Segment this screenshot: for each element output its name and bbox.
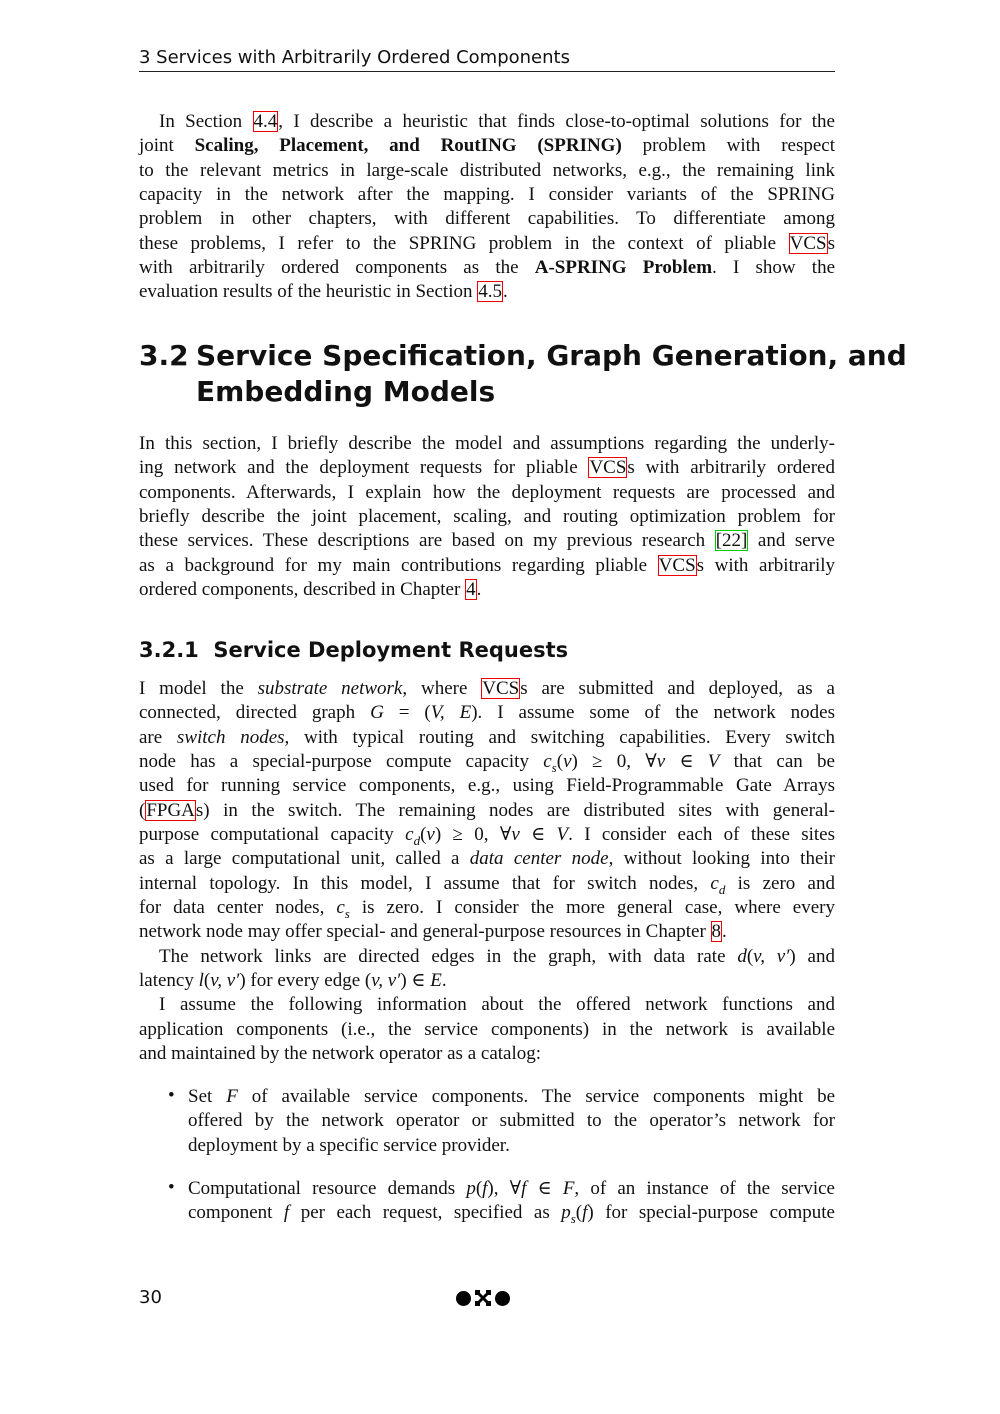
- text-line: [139, 847, 835, 871]
- intro-paragraph: [139, 110, 835, 305]
- text-span: (: [420, 824, 427, 846]
- text-span: (: [556, 751, 564, 773]
- text-line: [139, 159, 835, 183]
- math-symbol: V, E: [430, 702, 472, 724]
- math-symbol: v: [426, 824, 435, 846]
- text-span: .: [722, 921, 727, 943]
- text-span: = (: [383, 702, 431, 724]
- text-line: [139, 280, 835, 304]
- text-span: and serve: [748, 530, 835, 552]
- text-span: ). I assume some of the network nodes: [471, 702, 835, 724]
- math-symbol: v, v′: [371, 970, 401, 992]
- text-span: , with typical routing and switching capabilities. Every switch: [284, 726, 835, 748]
- text-span: to the relevant metrics in large-scale distributed networks, e.g., the remaining link: [139, 159, 835, 181]
- math-symbol: v: [563, 751, 572, 773]
- text-line: [139, 554, 835, 578]
- text-span: s) in the switch. The remaining nodes are distributed sites with general-: [195, 799, 835, 821]
- text-span: The network links are directed edges in the graph, with data rate: [159, 945, 738, 967]
- text-span: . I show the: [712, 257, 835, 279]
- text-line: [139, 183, 835, 207]
- text-span: network node may offer special- and general-purpose resources in Chapter: [139, 921, 711, 943]
- text-span: Set: [188, 1086, 227, 1107]
- text-span: joint: [139, 135, 195, 157]
- text-span: briefly describe the joint placement, scaling, and routing optimization problem for: [139, 506, 835, 528]
- text-span: deployment by a specific service provider.: [188, 1134, 510, 1156]
- math-symbol: F: [226, 1086, 238, 1107]
- text-line: [139, 207, 835, 231]
- text-line: [139, 456, 835, 480]
- bullet-icon: •: [168, 1177, 175, 1198]
- text-span: application components (i.e., the service components) in the network is available: [139, 1018, 835, 1040]
- text-span: problem in other chapters, with different capabilities. To differentiate among: [139, 208, 835, 230]
- text-line: [139, 945, 835, 969]
- section-intro-paragraph: [139, 432, 835, 602]
- text-line: [139, 578, 835, 602]
- bullet-icon: •: [168, 1085, 175, 1106]
- math-symbol: f: [582, 1202, 588, 1224]
- text-span: ∈: [665, 751, 708, 773]
- text-line: [139, 529, 835, 553]
- text-span: In Section: [159, 111, 253, 132]
- text-line: [188, 1085, 835, 1109]
- text-span: these problems, I refer to the SPRING problem in the context of pliable: [139, 232, 789, 254]
- text-span: ordered components, described in Chapter: [139, 579, 466, 601]
- text-line: [188, 1109, 835, 1133]
- math-subscript: s: [344, 905, 350, 921]
- bold-term: Scaling, Placement, and RoutING (SPRING): [194, 135, 622, 157]
- text-span: s are submitted and deployed, as a: [520, 678, 835, 699]
- math-symbol: E: [430, 970, 442, 992]
- text-span: evaluation results of the heuristic in Section: [139, 281, 478, 303]
- text-span: purpose computational capacity: [139, 824, 406, 846]
- text-span: , I describe a heuristic that finds close-to-optimal solutions for the: [278, 111, 835, 132]
- cross-reference-link[interactable]: 4.5: [478, 281, 502, 303]
- text-line: [139, 432, 835, 456]
- subsection-title: Service Deployment Requests: [213, 638, 569, 662]
- text-span: is zero and: [725, 872, 835, 894]
- text-line: [139, 993, 835, 1017]
- cross-reference-link[interactable]: VCS: [589, 457, 627, 479]
- text-span: as a large computational unit, called a: [139, 848, 470, 870]
- text-span: ∈: [519, 824, 557, 846]
- math-subscript: s: [551, 759, 557, 775]
- math-symbol: l: [198, 970, 204, 992]
- text-span: In this section, I briefly describe the model and assumptions regarding the underly-: [139, 433, 835, 454]
- text-line: [139, 774, 835, 798]
- text-span: (: [203, 970, 211, 992]
- math-symbol: f: [521, 1178, 527, 1199]
- cross-reference-link[interactable]: FPGA: [146, 799, 195, 821]
- text-span: .: [502, 281, 508, 303]
- math-symbol: V: [556, 824, 569, 846]
- text-span: (: [575, 1202, 583, 1224]
- text-line: [139, 969, 835, 993]
- math-subscript: d: [718, 881, 726, 897]
- text-span: offered by the network operator or submitted to the operator’s network for: [188, 1110, 835, 1132]
- text-span: . I consider each of these sites: [568, 824, 835, 846]
- text-span: node has a special-purpose compute capacity: [139, 751, 544, 773]
- text-line: [139, 1042, 835, 1066]
- text-span: with arbitrarily ordered components as the: [139, 257, 535, 279]
- text-line: [139, 256, 835, 280]
- math-symbol: c: [405, 824, 414, 846]
- cross-reference-link[interactable]: 4: [466, 579, 476, 601]
- math-symbol: c: [543, 751, 552, 773]
- text-span: and maintained by the network operator as a catalog:: [139, 1043, 542, 1065]
- text-span: s with arbitrarily: [696, 554, 836, 576]
- text-span: ) and: [789, 945, 835, 967]
- text-line: [139, 481, 835, 505]
- text-line: [139, 872, 835, 896]
- section-title-line1: Service Specification, Graph Generation, and: [196, 339, 907, 372]
- text-line: [139, 823, 835, 847]
- text-span: used for running service components, e.g., using Field-Programmable Gate Arrays: [139, 775, 835, 797]
- cross-reference-link[interactable]: 4.4: [253, 111, 278, 132]
- section-heading: [139, 338, 907, 410]
- running-header: 3 Services with Arbitrarily Ordered Components: [139, 47, 835, 72]
- subsection-number: 3.2.1: [139, 638, 199, 662]
- text-span: , where: [402, 678, 482, 699]
- text-line: [188, 1134, 835, 1158]
- text-span: these services. These descriptions are based on my previous research: [139, 530, 715, 552]
- math-symbol: d: [737, 945, 747, 967]
- math-symbol: G: [370, 702, 384, 724]
- cross-reference-link[interactable]: VCS: [658, 554, 696, 576]
- text-span: latency: [139, 970, 199, 992]
- text-span: as a background for my main contributions regarding pliable: [139, 554, 658, 576]
- text-span: of available service components. The service components might be: [237, 1086, 835, 1107]
- text-span: (: [475, 1178, 483, 1199]
- text-span: that can be: [719, 751, 835, 773]
- text-line: [139, 920, 835, 944]
- math-symbol: c: [710, 872, 719, 894]
- text-span: components. Afterwards, I explain how the deployment requests are processed and: [139, 481, 835, 503]
- text-span: ) ∈: [400, 970, 431, 992]
- math-symbol: v: [511, 824, 520, 846]
- text-span: s: [827, 232, 835, 254]
- text-span: ) ≥ 0, ∀: [571, 751, 657, 773]
- math-symbol: p: [466, 1178, 476, 1199]
- math-symbol: v: [656, 751, 666, 773]
- text-span: ) ≥ 0, ∀: [434, 824, 512, 846]
- text-span: , of an instance of the service: [574, 1178, 835, 1199]
- text-span: .: [476, 579, 482, 601]
- text-line: [139, 1018, 835, 1042]
- math-symbol: c: [336, 897, 345, 919]
- text-span: (: [139, 799, 146, 821]
- text-line: [139, 110, 835, 134]
- text-line: [139, 799, 835, 823]
- math-subscript: s: [570, 1211, 576, 1227]
- subsection-heading: [139, 636, 568, 664]
- cross-reference-link[interactable]: 8: [711, 921, 722, 943]
- math-symbol: v, v′: [210, 970, 240, 992]
- text-line: [139, 134, 835, 158]
- text-span: s with arbitrarily ordered: [627, 457, 835, 479]
- text-span: internal topology. In this model, I assume that for switch nodes,: [139, 872, 711, 894]
- math-symbol: F: [562, 1178, 575, 1199]
- text-span: I model the: [139, 678, 258, 699]
- bullet-item: [188, 1085, 835, 1158]
- text-line: [188, 1201, 835, 1225]
- text-line: [188, 1177, 835, 1201]
- text-span: ), ∀: [487, 1178, 522, 1199]
- text-line: [139, 505, 835, 529]
- text-span: capacity in the network after the mapping. I consider variants of the SPRING: [139, 184, 835, 206]
- text-span: is zero. I consider the more general case, where every: [349, 897, 835, 919]
- emphasis: switch nodes: [176, 726, 285, 748]
- math-subscript: d: [413, 832, 421, 848]
- section-title-line2: Embedding Models: [196, 375, 496, 408]
- bullet-item: [188, 1177, 835, 1226]
- text-line: [139, 750, 835, 774]
- text-span: (: [746, 945, 754, 967]
- math-symbol: f: [283, 1202, 290, 1224]
- text-line: [139, 726, 835, 750]
- text-span: , without looking into their: [608, 848, 835, 870]
- cross-reference-link[interactable]: VCS: [482, 678, 520, 699]
- text-span: component: [188, 1202, 284, 1224]
- text-span: ) for every edge (: [239, 970, 372, 992]
- text-span: are: [139, 726, 177, 748]
- text-span: for data center nodes,: [139, 897, 337, 919]
- text-line: [139, 896, 835, 920]
- math-symbol: V: [707, 751, 720, 773]
- page-number: 30: [139, 1287, 162, 1308]
- math-symbol: p: [561, 1202, 571, 1224]
- text-line: [139, 677, 835, 701]
- bold-term: A-SPRING Problem: [534, 257, 713, 279]
- math-symbol: v, v′: [753, 945, 790, 967]
- text-span: connected, directed graph: [139, 702, 371, 724]
- emphasis: data center node: [469, 848, 609, 870]
- text-line: [139, 701, 835, 725]
- text-span: problem with respect: [621, 135, 835, 157]
- text-span: ) for special-purpose compute: [587, 1202, 835, 1224]
- emphasis: substrate network: [257, 678, 403, 699]
- citation-link[interactable]: [22]: [715, 530, 748, 552]
- text-span: I assume the following information about the offered network functions and: [159, 994, 835, 1016]
- model-paragraph: [139, 677, 835, 1067]
- text-span: Computational resource demands: [188, 1178, 467, 1199]
- text-span: .: [441, 970, 447, 992]
- cross-reference-link[interactable]: VCS: [789, 232, 827, 254]
- text-span: ∈: [526, 1178, 563, 1199]
- dot-cross-dot-logo-icon: [456, 1290, 510, 1306]
- text-span: per each request, specified as: [289, 1202, 562, 1224]
- text-span: ing network and the deployment requests for pliable: [139, 457, 589, 479]
- text-line: [139, 232, 835, 256]
- section-number: 3.2: [139, 339, 189, 372]
- math-symbol: f: [482, 1178, 488, 1199]
